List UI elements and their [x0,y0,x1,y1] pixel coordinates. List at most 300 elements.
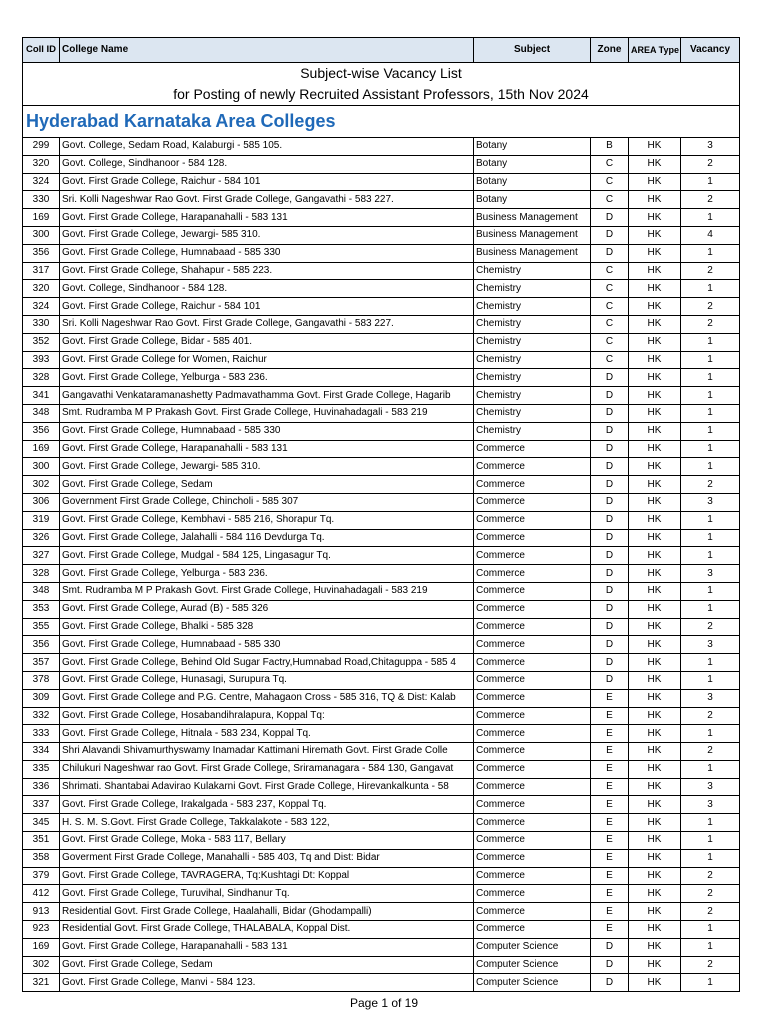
subject-cell: Computer Science [474,938,591,956]
coll-id-cell: 333 [23,725,60,743]
college-name-cell: Govt. First Grade College, Hitnala - 583 234, Koppal Tq. [60,725,474,743]
college-name-cell: Govt. First Grade College for Women, Raichur [60,351,474,369]
vacancy-cell: 1 [681,547,740,565]
vacancy-cell: 1 [681,244,740,262]
college-name-cell: Smt. Rudramba M P Prakash Govt. First Grade College, Huvinahadagali - 583 219 [60,582,474,600]
coll-id-cell: 356 [23,636,60,654]
table-row [23,422,740,440]
subject-cell: Business Management [474,226,591,244]
table-row [23,654,740,672]
subject-cell: Commerce [474,600,591,618]
zone-cell: E [591,725,629,743]
zone-cell: E [591,885,629,903]
table-row [23,956,740,974]
table-row [23,458,740,476]
coll-id-cell: 351 [23,832,60,850]
area-type-cell: HK [629,600,681,618]
college-name-cell: Govt. First Grade College, Jewargi- 585 310. [60,226,474,244]
table-row [23,226,740,244]
header-subject: Subject [474,38,591,63]
coll-id-cell: 320 [23,280,60,298]
vacancy-cell: 2 [681,155,740,173]
vacancy-cell: 2 [681,885,740,903]
college-name-cell: Govt. First Grade College, Raichur - 584 101 [60,173,474,191]
zone-cell: D [591,404,629,422]
subject-cell: Commerce [474,547,591,565]
subject-cell: Commerce [474,565,591,583]
college-name-cell: Govt. First Grade College, Shahapur - 585 223. [60,262,474,280]
subject-cell: Chemistry [474,315,591,333]
coll-id-cell: 169 [23,938,60,956]
college-name-cell: Govt. First Grade College and P.G. Centre, Mahagaon Cross - 585 316, TQ & Dist: Kalab [60,689,474,707]
vacancy-cell: 3 [681,689,740,707]
table-row [23,760,740,778]
table-row [23,404,740,422]
college-name-cell: Govt. First Grade College, Hosabandihralapura, Koppal Tq: [60,707,474,725]
title-line-1: Subject-wise Vacancy List [23,63,740,85]
zone-cell: D [591,671,629,689]
table-row [23,778,740,796]
area-type-cell: HK [629,974,681,992]
coll-id-cell: 334 [23,743,60,761]
vacancy-cell: 3 [681,493,740,511]
coll-id-cell: 299 [23,138,60,156]
college-name-cell: Govt. First Grade College, Turuvihal, Sindhanur Tq. [60,885,474,903]
area-type-cell: HK [629,814,681,832]
coll-id-cell: 302 [23,956,60,974]
vacancy-cell: 1 [681,458,740,476]
coll-id-cell: 356 [23,244,60,262]
coll-id-cell: 412 [23,885,60,903]
title-row-1 [23,63,740,85]
zone-cell: D [591,938,629,956]
zone-cell: D [591,440,629,458]
coll-id-cell: 332 [23,707,60,725]
table-row [23,671,740,689]
area-type-cell: HK [629,903,681,921]
college-name-cell: Govt. First Grade College, Mudgal - 584 125, Lingasagur Tq. [60,547,474,565]
coll-id-cell: 328 [23,565,60,583]
table-row [23,707,740,725]
area-type-cell: HK [629,191,681,209]
vacancy-cell: 3 [681,636,740,654]
subject-cell: Chemistry [474,404,591,422]
college-name-cell: Govt. First Grade College, Harapanahalli - 583 131 [60,209,474,227]
coll-id-cell: 317 [23,262,60,280]
table-row [23,209,740,227]
vacancy-cell: 2 [681,315,740,333]
zone-cell: D [591,369,629,387]
zone-cell: E [591,903,629,921]
subject-cell: Computer Science [474,956,591,974]
college-name-cell: Govt. First Grade College, Irakalgada - 583 237, Koppal Tq. [60,796,474,814]
table-row [23,636,740,654]
area-type-cell: HK [629,689,681,707]
vacancy-cell: 1 [681,725,740,743]
zone-cell: D [591,600,629,618]
subject-cell: Commerce [474,654,591,672]
subject-cell: Botany [474,138,591,156]
table-row [23,849,740,867]
subject-cell: Business Management [474,209,591,227]
coll-id-cell: 923 [23,921,60,939]
table-row [23,814,740,832]
college-name-cell: Govt. First Grade College, Sedam [60,476,474,494]
vacancy-cell: 2 [681,262,740,280]
table-row [23,885,740,903]
zone-cell: E [591,778,629,796]
zone-cell: D [591,565,629,583]
zone-cell: C [591,333,629,351]
area-type-cell: HK [629,226,681,244]
table-row [23,725,740,743]
college-name-cell: Govt. First Grade College, Sedam [60,956,474,974]
coll-id-cell: 169 [23,209,60,227]
zone-cell: C [591,262,629,280]
title-line-2: for Posting of newly Recruited Assistant Professors, 15th Nov 2024 [23,84,740,106]
zone-cell: C [591,315,629,333]
header-area-type: AREA Type [629,38,681,63]
title-row-2 [23,84,740,106]
college-name-cell: H. S. M. S.Govt. First Grade College, Takkalakote - 583 122, [60,814,474,832]
subject-cell: Commerce [474,440,591,458]
college-name-cell: Govt. First Grade College, Jalahalli - 584 116 Devdurga Tq. [60,529,474,547]
vacancy-cell: 1 [681,404,740,422]
vacancy-cell: 4 [681,226,740,244]
subject-cell: Commerce [474,529,591,547]
college-name-cell: Govt. First Grade College, Raichur - 584 101 [60,298,474,316]
area-type-cell: HK [629,458,681,476]
vacancy-cell: 2 [681,956,740,974]
zone-cell: E [591,849,629,867]
header-coll-id: Coll ID [23,38,60,63]
college-name-cell: Govt. College, Sindhanoor - 584 128. [60,155,474,173]
vacancy-cell: 1 [681,760,740,778]
zone-cell: D [591,422,629,440]
area-type-cell: HK [629,743,681,761]
zone-cell: D [591,511,629,529]
vacancy-cell: 1 [681,671,740,689]
table-row [23,938,740,956]
vacancy-cell: 1 [681,511,740,529]
column-header-row [23,38,740,63]
vacancy-cell: 2 [681,867,740,885]
coll-id-cell: 328 [23,369,60,387]
subject-cell: Commerce [474,832,591,850]
area-type-cell: HK [629,315,681,333]
area-type-cell: HK [629,476,681,494]
vacancy-cell: 2 [681,298,740,316]
table-row [23,298,740,316]
college-name-cell: Govt. First Grade College, Humnabaad - 585 330 [60,422,474,440]
subject-cell: Botany [474,155,591,173]
header-zone: Zone [591,38,629,63]
table-row [23,903,740,921]
table-row [23,476,740,494]
table-row [23,280,740,298]
coll-id-cell: 326 [23,529,60,547]
area-heading: Hyderabad Karnataka Area Colleges [23,106,740,138]
vacancy-cell: 1 [681,422,740,440]
area-type-cell: HK [629,707,681,725]
zone-cell: D [591,636,629,654]
coll-id-cell: 378 [23,671,60,689]
college-name-cell: Sri. Kolli Nageshwar Rao Govt. First Grade College, Gangavathi - 583 227. [60,191,474,209]
vacancy-cell: 2 [681,618,740,636]
college-name-cell: Govt. First Grade College, Harapanahalli - 583 131 [60,938,474,956]
subject-cell: Botany [474,173,591,191]
vacancy-table [22,37,740,992]
table-row [23,921,740,939]
table-row [23,974,740,992]
area-type-cell: HK [629,440,681,458]
vacancy-cell: 2 [681,743,740,761]
coll-id-cell: 348 [23,404,60,422]
area-type-cell: HK [629,404,681,422]
area-type-cell: HK [629,280,681,298]
zone-cell: E [591,743,629,761]
table-row [23,832,740,850]
area-type-cell: HK [629,938,681,956]
college-name-cell: Govt. College, Sedam Road, Kalaburgi - 585 105. [60,138,474,156]
subject-cell: Commerce [474,849,591,867]
coll-id-cell: 319 [23,511,60,529]
area-type-cell: HK [629,582,681,600]
area-heading-row [23,106,740,138]
table-row [23,582,740,600]
vacancy-cell: 1 [681,333,740,351]
college-name-cell: Goverment First Grade College, Manahalli - 585 403, Tq and Dist: Bidar [60,849,474,867]
zone-cell: E [591,867,629,885]
area-type-cell: HK [629,351,681,369]
zone-cell: C [591,173,629,191]
subject-cell: Chemistry [474,422,591,440]
area-type-cell: HK [629,244,681,262]
table-row [23,689,740,707]
table-row [23,565,740,583]
college-name-cell: Govt. First Grade College, Humnabaad - 585 330 [60,636,474,654]
vacancy-cell: 3 [681,796,740,814]
coll-id-cell: 379 [23,867,60,885]
college-name-cell: Govt. College, Sindhanoor - 584 128. [60,280,474,298]
table-row [23,867,740,885]
college-name-cell: Govt. First Grade College, Hunasagi, Surupura Tq. [60,671,474,689]
vacancy-cell: 1 [681,849,740,867]
vacancy-sheet [22,37,739,992]
zone-cell: E [591,832,629,850]
vacancy-cell: 1 [681,921,740,939]
table-row [23,244,740,262]
zone-cell: D [591,654,629,672]
table-row [23,333,740,351]
page-number: Page 1 of 19 [349,996,419,1010]
table-row [23,369,740,387]
coll-id-cell: 324 [23,298,60,316]
vacancy-cell: 2 [681,707,740,725]
zone-cell: D [591,226,629,244]
vacancy-cell: 3 [681,778,740,796]
subject-cell: Chemistry [474,333,591,351]
zone-cell: D [591,618,629,636]
zone-cell: E [591,689,629,707]
area-type-cell: HK [629,885,681,903]
area-type-cell: HK [629,387,681,405]
vacancy-cell: 1 [681,369,740,387]
coll-id-cell: 341 [23,387,60,405]
college-name-cell: Smt. Rudramba M P Prakash Govt. First Grade College, Huvinahadagali - 583 219 [60,404,474,422]
area-type-cell: HK [629,654,681,672]
vacancy-cell: 1 [681,814,740,832]
subject-cell: Commerce [474,511,591,529]
vacancy-cell: 2 [681,191,740,209]
college-name-cell: Shrimati. Shantabai Adavirao Kulakarni Govt. First Grade College, Hirevankalkunta - 58 [60,778,474,796]
coll-id-cell: 345 [23,814,60,832]
coll-id-cell: 324 [23,173,60,191]
coll-id-cell: 337 [23,796,60,814]
area-type-cell: HK [629,422,681,440]
table-row [23,315,740,333]
zone-cell: C [591,298,629,316]
subject-cell: Computer Science [474,974,591,992]
zone-cell: E [591,760,629,778]
vacancy-cell: 1 [681,209,740,227]
area-type-cell: HK [629,565,681,583]
area-type-cell: HK [629,369,681,387]
college-name-cell: Govt. First Grade College, Behind Old Sugar Factry,Humnabad Road,Chitaguppa - 585 4 [60,654,474,672]
subject-cell: Commerce [474,689,591,707]
zone-cell: D [591,529,629,547]
college-name-cell: Govt. First Grade College, Moka - 583 117, Bellary [60,832,474,850]
coll-id-cell: 348 [23,582,60,600]
college-name-cell: Govt. First Grade College, Kembhavi - 585 216, Shorapur Tq. [60,511,474,529]
table-row [23,743,740,761]
coll-id-cell: 357 [23,654,60,672]
subject-cell: Commerce [474,743,591,761]
area-type-cell: HK [629,832,681,850]
zone-cell: C [591,191,629,209]
zone-cell: D [591,387,629,405]
table-row [23,618,740,636]
zone-cell: D [591,974,629,992]
coll-id-cell: 355 [23,618,60,636]
college-name-cell: Govt. First Grade College, Yelburga - 583 236. [60,369,474,387]
table-row [23,796,740,814]
vacancy-cell: 2 [681,903,740,921]
area-type-cell: HK [629,725,681,743]
area-type-cell: HK [629,493,681,511]
zone-cell: C [591,351,629,369]
zone-cell: D [591,493,629,511]
coll-id-cell: 330 [23,191,60,209]
vacancy-cell: 1 [681,351,740,369]
subject-cell: Commerce [474,458,591,476]
subject-cell: Commerce [474,760,591,778]
area-type-cell: HK [629,173,681,191]
college-name-cell: Shri Alavandi Shivamurthyswamy Inamadar Kattimani Hiremath Govt. First Grade Colle [60,743,474,761]
subject-cell: Commerce [474,671,591,689]
subject-cell: Commerce [474,476,591,494]
table-row [23,440,740,458]
coll-id-cell: 300 [23,226,60,244]
area-type-cell: HK [629,636,681,654]
table-row [23,191,740,209]
coll-id-cell: 300 [23,458,60,476]
zone-cell: E [591,707,629,725]
coll-id-cell: 302 [23,476,60,494]
area-type-cell: HK [629,849,681,867]
area-type-cell: HK [629,796,681,814]
vacancy-cell: 1 [681,173,740,191]
coll-id-cell: 913 [23,903,60,921]
subject-cell: Commerce [474,778,591,796]
vacancy-cell: 1 [681,974,740,992]
area-type-cell: HK [629,778,681,796]
table-row [23,351,740,369]
coll-id-cell: 169 [23,440,60,458]
area-type-cell: HK [629,529,681,547]
zone-cell: D [591,582,629,600]
subject-cell: Commerce [474,921,591,939]
subject-cell: Chemistry [474,262,591,280]
coll-id-cell: 330 [23,315,60,333]
table-row [23,173,740,191]
table-row [23,529,740,547]
table-row [23,138,740,156]
vacancy-cell: 1 [681,600,740,618]
subject-cell: Commerce [474,814,591,832]
college-name-cell: Govt. First Grade College, Bidar - 585 401. [60,333,474,351]
subject-cell: Chemistry [474,351,591,369]
college-name-cell: Govt. First Grade College, Humnabaad - 585 330 [60,244,474,262]
coll-id-cell: 327 [23,547,60,565]
area-type-cell: HK [629,298,681,316]
zone-cell: D [591,209,629,227]
area-type-cell: HK [629,155,681,173]
table-row [23,262,740,280]
college-name-cell: Residential Govt. First Grade College, THALABALA, Koppal Dist. [60,921,474,939]
zone-cell: E [591,796,629,814]
subject-cell: Commerce [474,725,591,743]
vacancy-cell: 3 [681,138,740,156]
vacancy-cell: 1 [681,440,740,458]
table-row [23,600,740,618]
subject-cell: Commerce [474,796,591,814]
subject-cell: Commerce [474,493,591,511]
college-name-cell: Gangavathi Venkataramanashetty Padmavathamma Govt. First Grade College, Hagarib [60,387,474,405]
coll-id-cell: 320 [23,155,60,173]
vacancy-cell: 3 [681,565,740,583]
college-name-cell: Government First Grade College, Chincholi - 585 307 [60,493,474,511]
header-vacancy: Vacancy [681,38,740,63]
area-type-cell: HK [629,547,681,565]
subject-cell: Chemistry [474,387,591,405]
vacancy-cell: 1 [681,280,740,298]
subject-cell: Chemistry [474,369,591,387]
zone-cell: D [591,476,629,494]
table-row [23,493,740,511]
college-name-cell: Govt. First Grade College, Aurad (B) - 585 326 [60,600,474,618]
zone-cell: E [591,921,629,939]
zone-cell: D [591,458,629,476]
college-name-cell: Chilukuri Nageshwar rao Govt. First Grade College, Sriramanagara - 584 130, Gangavat [60,760,474,778]
vacancy-cell: 1 [681,654,740,672]
college-name-cell: Govt. First Grade College, Bhalki - 585 328 [60,618,474,636]
zone-cell: C [591,280,629,298]
vacancy-cell: 1 [681,938,740,956]
coll-id-cell: 393 [23,351,60,369]
area-type-cell: HK [629,956,681,974]
subject-cell: Commerce [474,885,591,903]
